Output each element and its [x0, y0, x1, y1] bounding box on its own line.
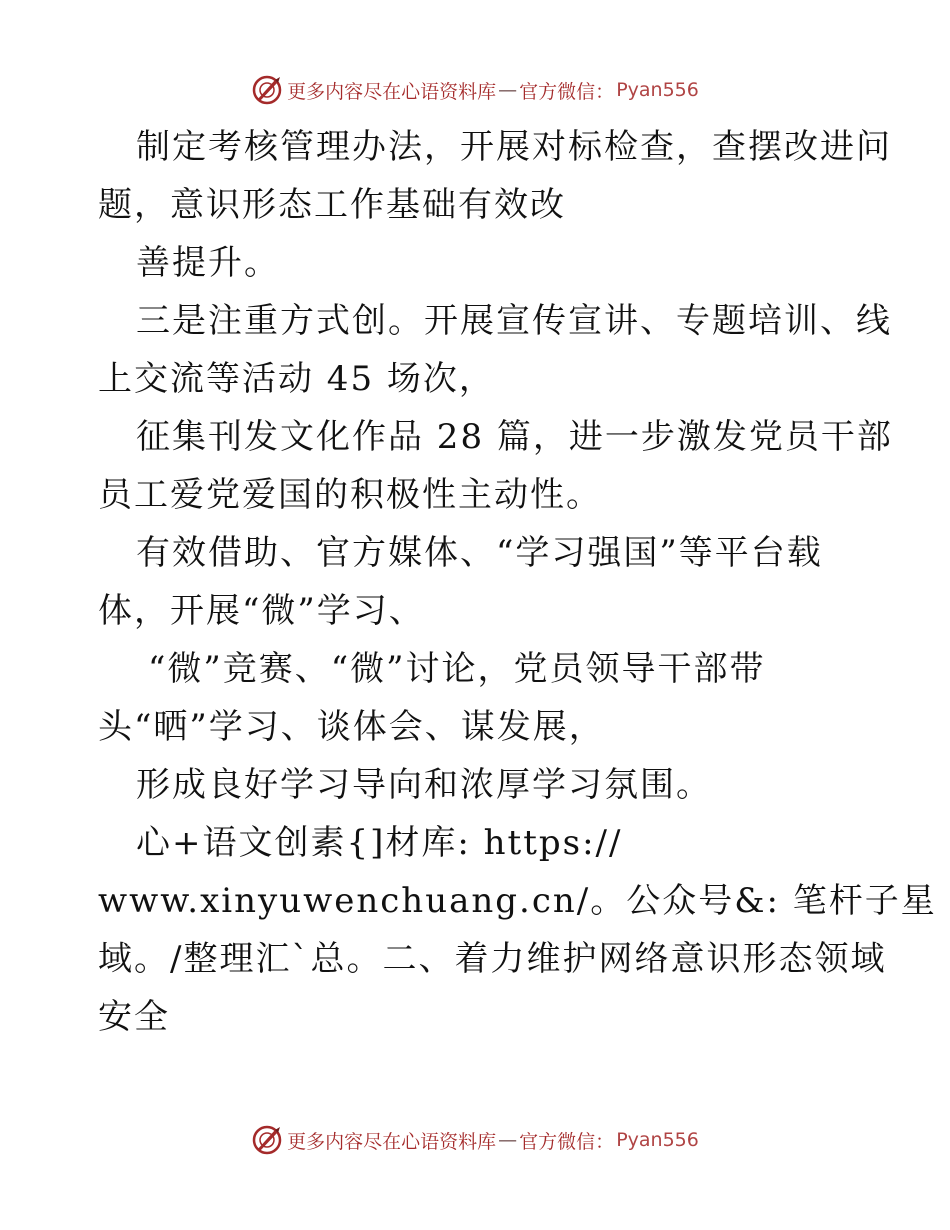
text-line-2: 题，意识形态工作基础有效改: [98, 185, 566, 225]
text-line-1: 制定考核管理办法，开展对标检查，查摆改进问: [136, 127, 892, 167]
header-wechat-label: 官方微信：: [519, 80, 615, 103]
footer-wechat-label: 官方微信：: [519, 1130, 615, 1153]
text-line-8: 有效借助、官方媒体、“学习强国”等平台载: [136, 533, 823, 573]
text-line-14: www.xinyuwenchuang.cn/。公众号&: 笔杆子星: [98, 881, 937, 921]
header-banner-text: 更多内容尽在心语资料库: [287, 80, 497, 103]
text-line-12: 形成良好学习导向和浓厚学习氛围。: [136, 765, 712, 805]
footer-banner[interactable]: [0, 1120, 950, 1160]
text-line-11: 头“晒”学习、谈体会、谋发展，: [98, 707, 605, 747]
header-wechat-account: Pyan556: [616, 79, 699, 101]
text-line-10: “微”竞赛、“微”讨论，党员领导干部带: [148, 649, 766, 689]
text-line-3: 善提升。: [136, 243, 280, 283]
feather-logo-icon: [251, 1124, 283, 1156]
text-line-5: 上交流等活动 45 场次，: [98, 359, 495, 399]
text-line-9: 体，开展“微”学习、: [98, 591, 425, 631]
text-line-15: 域。/整理汇`总。二、着力维护网络意识形态领域: [98, 939, 887, 979]
document-body: [98, 118, 937, 1046]
header-banner[interactable]: [0, 70, 950, 110]
text-line-4: 三是注重方式创。开展宣传宣讲、专题培训、线: [136, 301, 892, 341]
text-line-6: 征集刊发文化作品 28 篇，进一步激发党员干部: [136, 417, 893, 457]
feather-logo-icon: [251, 74, 283, 106]
header-banner-separator: —: [498, 79, 518, 101]
text-line-16: 安全: [98, 997, 170, 1037]
text-line-7: 员工爱党爱国的积极性主动性。: [98, 475, 602, 515]
footer-wechat-account: Pyan556: [616, 1129, 699, 1151]
footer-banner-text: 更多内容尽在心语资料库: [287, 1130, 497, 1153]
footer-banner-separator: —: [498, 1129, 518, 1151]
text-line-13: 心+语文创素{]材库: https://: [136, 823, 623, 863]
